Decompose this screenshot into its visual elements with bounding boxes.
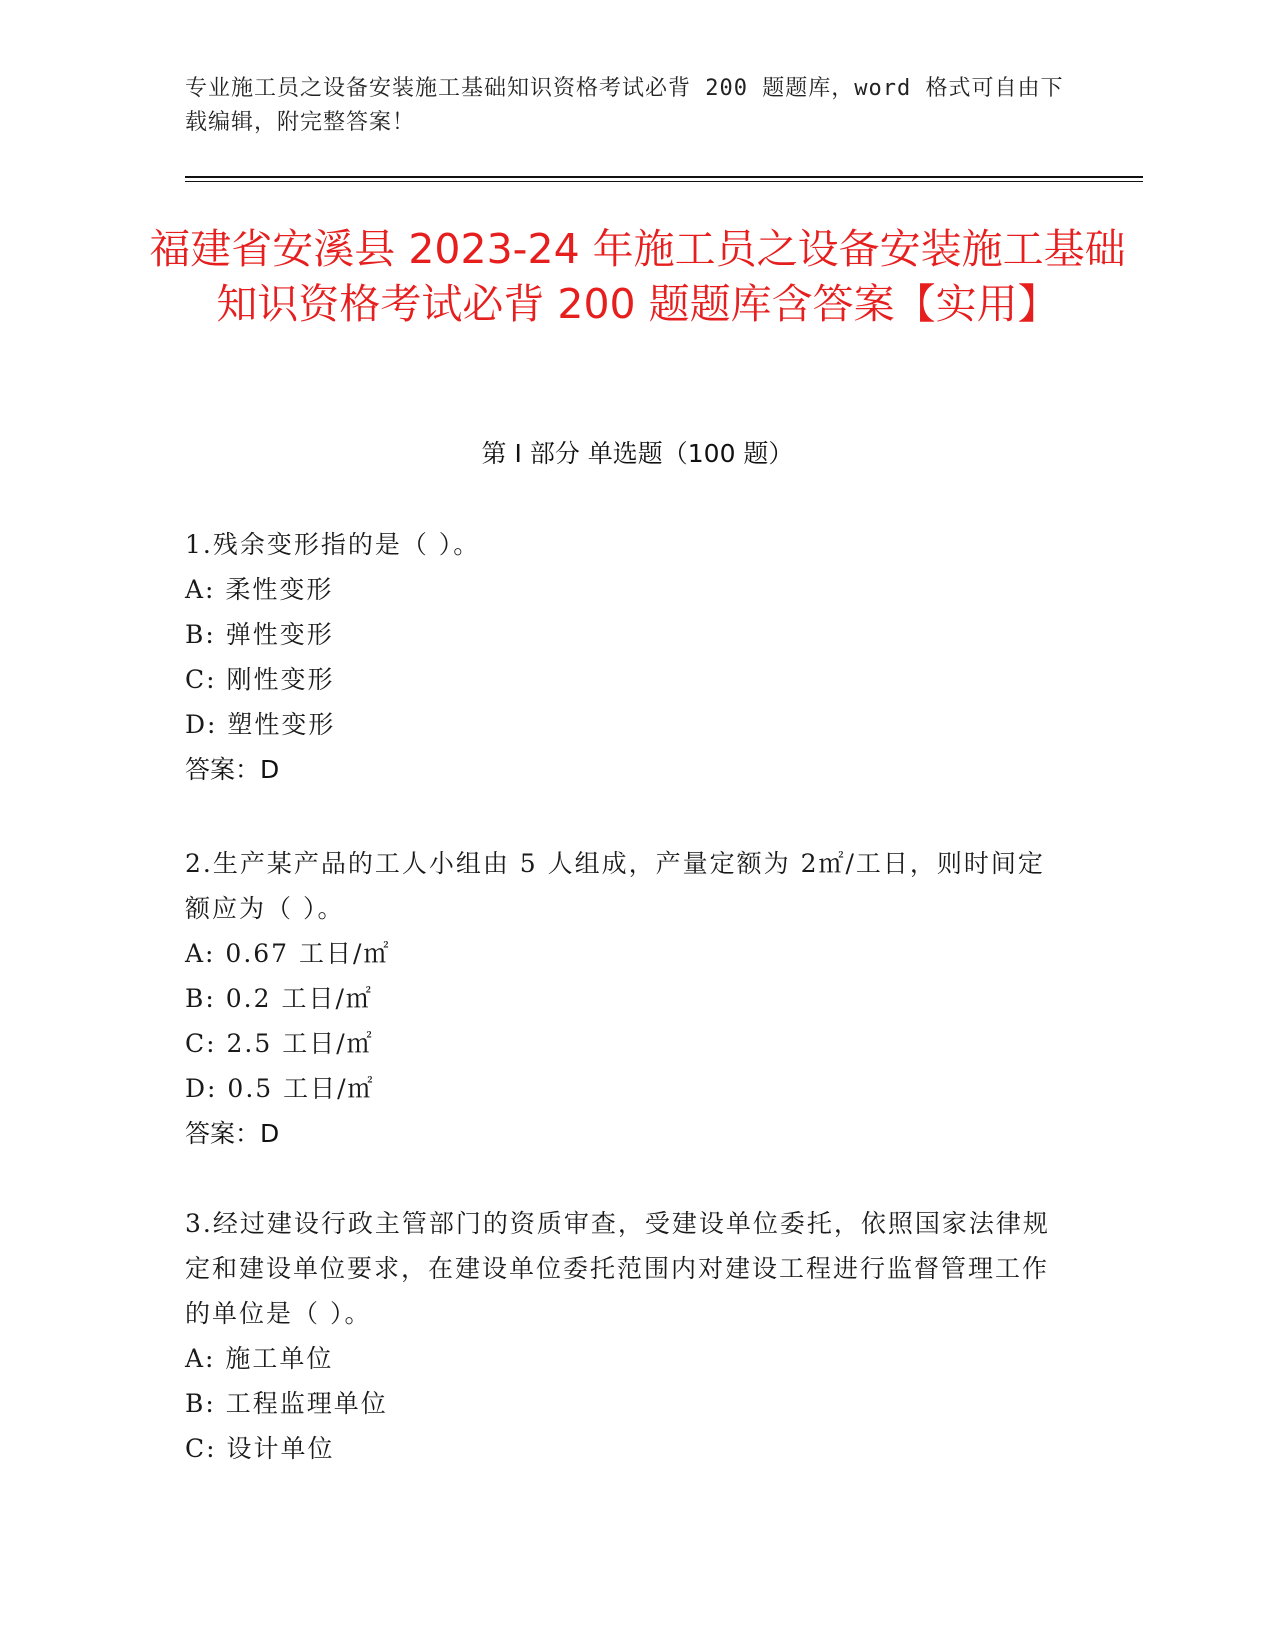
option-c: C: 设计单位 [185,1434,335,1463]
option-c: C: 2.5 工日/㎡ [185,1029,374,1058]
question-stem: 1.残余变形指的是（ ）。 [185,530,481,559]
option-a: A: 柔性变形 [185,575,334,604]
header-note: 专业施工员之设备安装施工基础知识资格考试必背 200 题题库，word 格式可自由下载编辑，附完整答案！ [185,76,1064,135]
option-b: B: 工程监理单位 [185,1389,388,1418]
question-1 [185,522,1065,792]
document-title: 福建省安溪县 2023-24 年施工员之设备安装施工基础知识资格考试必背 200 题题库含答案【实用】 [149,225,1126,328]
option-d: D: 塑性变形 [185,710,336,739]
question-3 [185,1201,1065,1471]
option-b: B: 0.2 工日/㎡ [185,984,373,1013]
header-divider [185,176,1143,178]
option-d: D: 0.5 工日/㎡ [185,1074,375,1103]
question-answer: 答案：D [185,755,280,784]
option-a: A: 0.67 工日/㎡ [185,939,391,968]
option-b: B: 弹性变形 [185,620,334,649]
question-stem: 3.经过建设行政主管部门的资质审查，受建设单位委托，依照国家法律规定和建设单位要求，在建设单位委托范围内对建设工程进行监督管理工作的单位是（ ）。 [185,1209,1050,1328]
question-2 [185,841,1065,1156]
header-divider-thin [185,181,1143,182]
question-stem: 2.生产某产品的工人小组由 5 人组成，产量定额为 2㎡/工日，则时间定额应为（ ）。 [185,849,1045,923]
section-title: 第 I 部分 单选题（100 题） [481,439,794,468]
option-c: C: 刚性变形 [185,665,335,694]
question-answer: 答案：D [185,1119,280,1148]
option-a: A: 施工单位 [185,1344,334,1373]
